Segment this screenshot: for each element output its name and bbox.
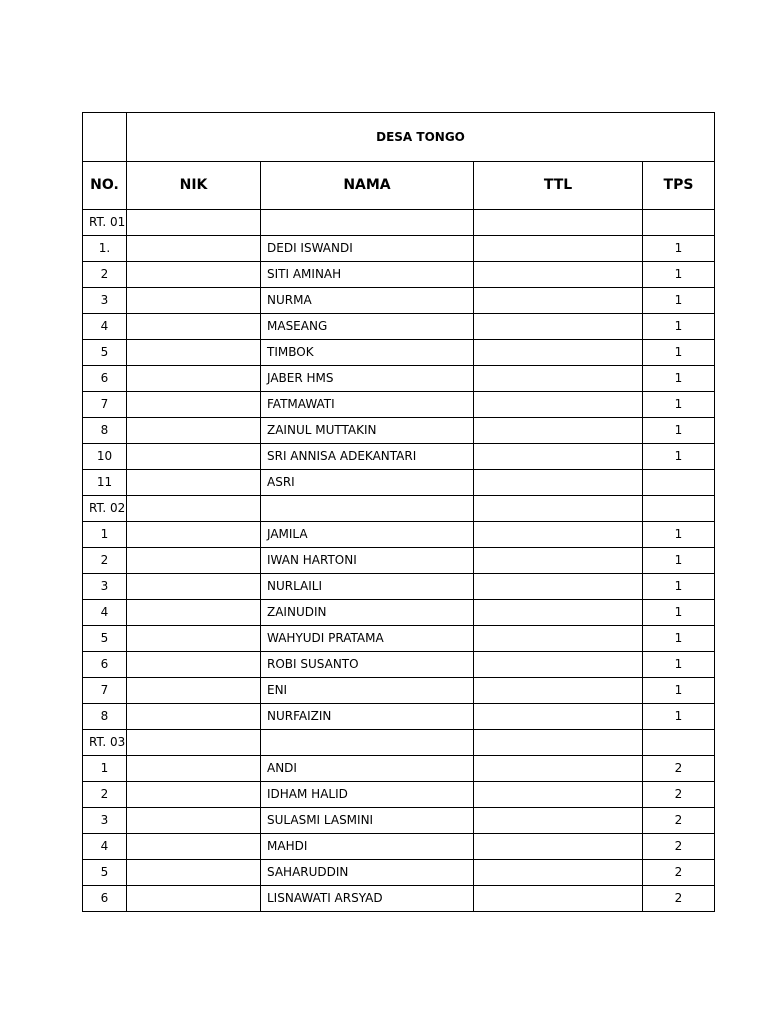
table-row (83, 678, 715, 704)
tps-cell: 2 (643, 886, 715, 912)
nik-cell (127, 808, 261, 834)
table-row (83, 522, 715, 548)
nama-cell (261, 496, 474, 522)
ttl-cell (474, 392, 643, 418)
tps-cell: 2 (643, 808, 715, 834)
tps-cell: 1 (643, 652, 715, 678)
ttl-cell (474, 470, 643, 496)
nama-cell (261, 210, 474, 236)
table-row (83, 236, 715, 262)
no-cell: 1 (83, 522, 127, 548)
no-cell: 4 (83, 600, 127, 626)
tps-cell: 1 (643, 522, 715, 548)
no-cell: 5 (83, 340, 127, 366)
no-cell: 3 (83, 574, 127, 600)
nama-cell: SRI ANNISA ADEKANTARI (261, 444, 474, 470)
ttl-cell (474, 496, 643, 522)
header-nik: NIK (127, 162, 261, 210)
group-label: RT. 01 (83, 210, 127, 236)
nama-cell: NURLAILI (261, 574, 474, 600)
nama-cell: WAHYUDI PRATAMA (261, 626, 474, 652)
table-row (83, 340, 715, 366)
nik-cell (127, 600, 261, 626)
nama-cell: ROBI SUSANTO (261, 652, 474, 678)
nik-cell (127, 652, 261, 678)
nama-cell: LISNAWATI ARSYAD (261, 886, 474, 912)
ttl-cell (474, 366, 643, 392)
table-row (83, 886, 715, 912)
no-cell: 2 (83, 548, 127, 574)
ttl-cell (474, 652, 643, 678)
no-cell: 6 (83, 886, 127, 912)
ttl-cell (474, 288, 643, 314)
nik-cell (127, 860, 261, 886)
nik-cell (127, 626, 261, 652)
ttl-cell (474, 314, 643, 340)
ttl-cell (474, 704, 643, 730)
ttl-cell (474, 886, 643, 912)
tps-cell: 1 (643, 288, 715, 314)
nik-cell (127, 730, 261, 756)
ttl-cell (474, 262, 643, 288)
header-ttl: TTL (474, 162, 643, 210)
table-row (83, 314, 715, 340)
group-row (83, 730, 715, 756)
no-cell: 8 (83, 704, 127, 730)
tps-cell: 2 (643, 782, 715, 808)
tps-cell: 1 (643, 366, 715, 392)
table-row (83, 548, 715, 574)
table-row (83, 782, 715, 808)
tps-cell: 1 (643, 340, 715, 366)
nik-cell (127, 288, 261, 314)
nama-cell: JAMILA (261, 522, 474, 548)
title-row (83, 113, 715, 162)
nik-cell (127, 782, 261, 808)
no-cell: 5 (83, 626, 127, 652)
tps-cell: 1 (643, 392, 715, 418)
no-cell: 7 (83, 678, 127, 704)
nama-cell: FATMAWATI (261, 392, 474, 418)
nik-cell (127, 236, 261, 262)
table-row (83, 756, 715, 782)
no-cell: 11 (83, 470, 127, 496)
no-cell: 10 (83, 444, 127, 470)
no-cell: 3 (83, 288, 127, 314)
no-cell: 6 (83, 652, 127, 678)
tps-cell: 1 (643, 626, 715, 652)
nama-cell: ASRI (261, 470, 474, 496)
group-label: RT. 03 (83, 730, 127, 756)
group-row (83, 496, 715, 522)
ttl-cell (474, 860, 643, 886)
table-row (83, 392, 715, 418)
tps-cell: 1 (643, 314, 715, 340)
header-tps: TPS (643, 162, 715, 210)
nik-cell (127, 756, 261, 782)
no-cell: 2 (83, 782, 127, 808)
nik-cell (127, 444, 261, 470)
table-row (83, 860, 715, 886)
voter-table (82, 112, 715, 912)
group-row (83, 210, 715, 236)
nama-cell: ANDI (261, 756, 474, 782)
nik-cell (127, 834, 261, 860)
nik-cell (127, 210, 261, 236)
nik-cell (127, 704, 261, 730)
tps-cell (643, 210, 715, 236)
nama-cell: SULASMI LASMINI (261, 808, 474, 834)
header-row (83, 162, 715, 210)
nama-cell: MASEANG (261, 314, 474, 340)
nama-cell: DEDI ISWANDI (261, 236, 474, 262)
nama-cell: IDHAM HALID (261, 782, 474, 808)
table-body (83, 113, 715, 912)
tps-cell (643, 496, 715, 522)
nik-cell (127, 574, 261, 600)
tps-cell: 1 (643, 600, 715, 626)
no-cell: 2 (83, 262, 127, 288)
table-row (83, 808, 715, 834)
ttl-cell (474, 210, 643, 236)
title-blank-cell (83, 113, 127, 162)
tps-cell: 1 (643, 548, 715, 574)
table-row (83, 574, 715, 600)
table-title: DESA TONGO (127, 113, 715, 162)
ttl-cell (474, 236, 643, 262)
tps-cell: 2 (643, 756, 715, 782)
header-no: NO. (83, 162, 127, 210)
tps-cell (643, 730, 715, 756)
ttl-cell (474, 678, 643, 704)
ttl-cell (474, 808, 643, 834)
nik-cell (127, 262, 261, 288)
tps-cell: 1 (643, 418, 715, 444)
nik-cell (127, 678, 261, 704)
nik-cell (127, 392, 261, 418)
ttl-cell (474, 340, 643, 366)
tps-cell: 1 (643, 444, 715, 470)
nama-cell: TIMBOK (261, 340, 474, 366)
nama-cell: IWAN HARTONI (261, 548, 474, 574)
nik-cell (127, 548, 261, 574)
ttl-cell (474, 548, 643, 574)
nik-cell (127, 470, 261, 496)
nik-cell (127, 314, 261, 340)
tps-cell: 2 (643, 860, 715, 886)
nama-cell: NURFAIZIN (261, 704, 474, 730)
ttl-cell (474, 730, 643, 756)
table-row (83, 288, 715, 314)
nama-cell: JABER HMS (261, 366, 474, 392)
tps-cell: 1 (643, 678, 715, 704)
nama-cell: ZAINUL MUTTAKIN (261, 418, 474, 444)
no-cell: 4 (83, 314, 127, 340)
nik-cell (127, 886, 261, 912)
ttl-cell (474, 600, 643, 626)
ttl-cell (474, 522, 643, 548)
nama-cell: SAHARUDDIN (261, 860, 474, 886)
ttl-cell (474, 626, 643, 652)
table-row (83, 834, 715, 860)
nik-cell (127, 522, 261, 548)
ttl-cell (474, 834, 643, 860)
header-nama: NAMA (261, 162, 474, 210)
group-label: RT. 02 (83, 496, 127, 522)
tps-cell (643, 470, 715, 496)
tps-cell: 1 (643, 262, 715, 288)
nik-cell (127, 496, 261, 522)
table-row (83, 652, 715, 678)
ttl-cell (474, 574, 643, 600)
table-row (83, 444, 715, 470)
table-row (83, 600, 715, 626)
table-row (83, 704, 715, 730)
nama-cell: ZAINUDIN (261, 600, 474, 626)
nama-cell: NURMA (261, 288, 474, 314)
no-cell: 6 (83, 366, 127, 392)
tps-cell: 2 (643, 834, 715, 860)
nik-cell (127, 366, 261, 392)
table-row (83, 626, 715, 652)
ttl-cell (474, 782, 643, 808)
tps-cell: 1 (643, 574, 715, 600)
table-row (83, 262, 715, 288)
ttl-cell (474, 418, 643, 444)
no-cell: 7 (83, 392, 127, 418)
nik-cell (127, 418, 261, 444)
no-cell: 8 (83, 418, 127, 444)
tps-cell: 1 (643, 236, 715, 262)
nama-cell: MAHDI (261, 834, 474, 860)
nama-cell: SITI AMINAH (261, 262, 474, 288)
no-cell: 3 (83, 808, 127, 834)
ttl-cell (474, 444, 643, 470)
table-row (83, 470, 715, 496)
no-cell: 1 (83, 756, 127, 782)
table-row (83, 366, 715, 392)
ttl-cell (474, 756, 643, 782)
nama-cell (261, 730, 474, 756)
no-cell: 1. (83, 236, 127, 262)
nik-cell (127, 340, 261, 366)
table-row (83, 418, 715, 444)
no-cell: 4 (83, 834, 127, 860)
tps-cell: 1 (643, 704, 715, 730)
no-cell: 5 (83, 860, 127, 886)
nama-cell: ENI (261, 678, 474, 704)
